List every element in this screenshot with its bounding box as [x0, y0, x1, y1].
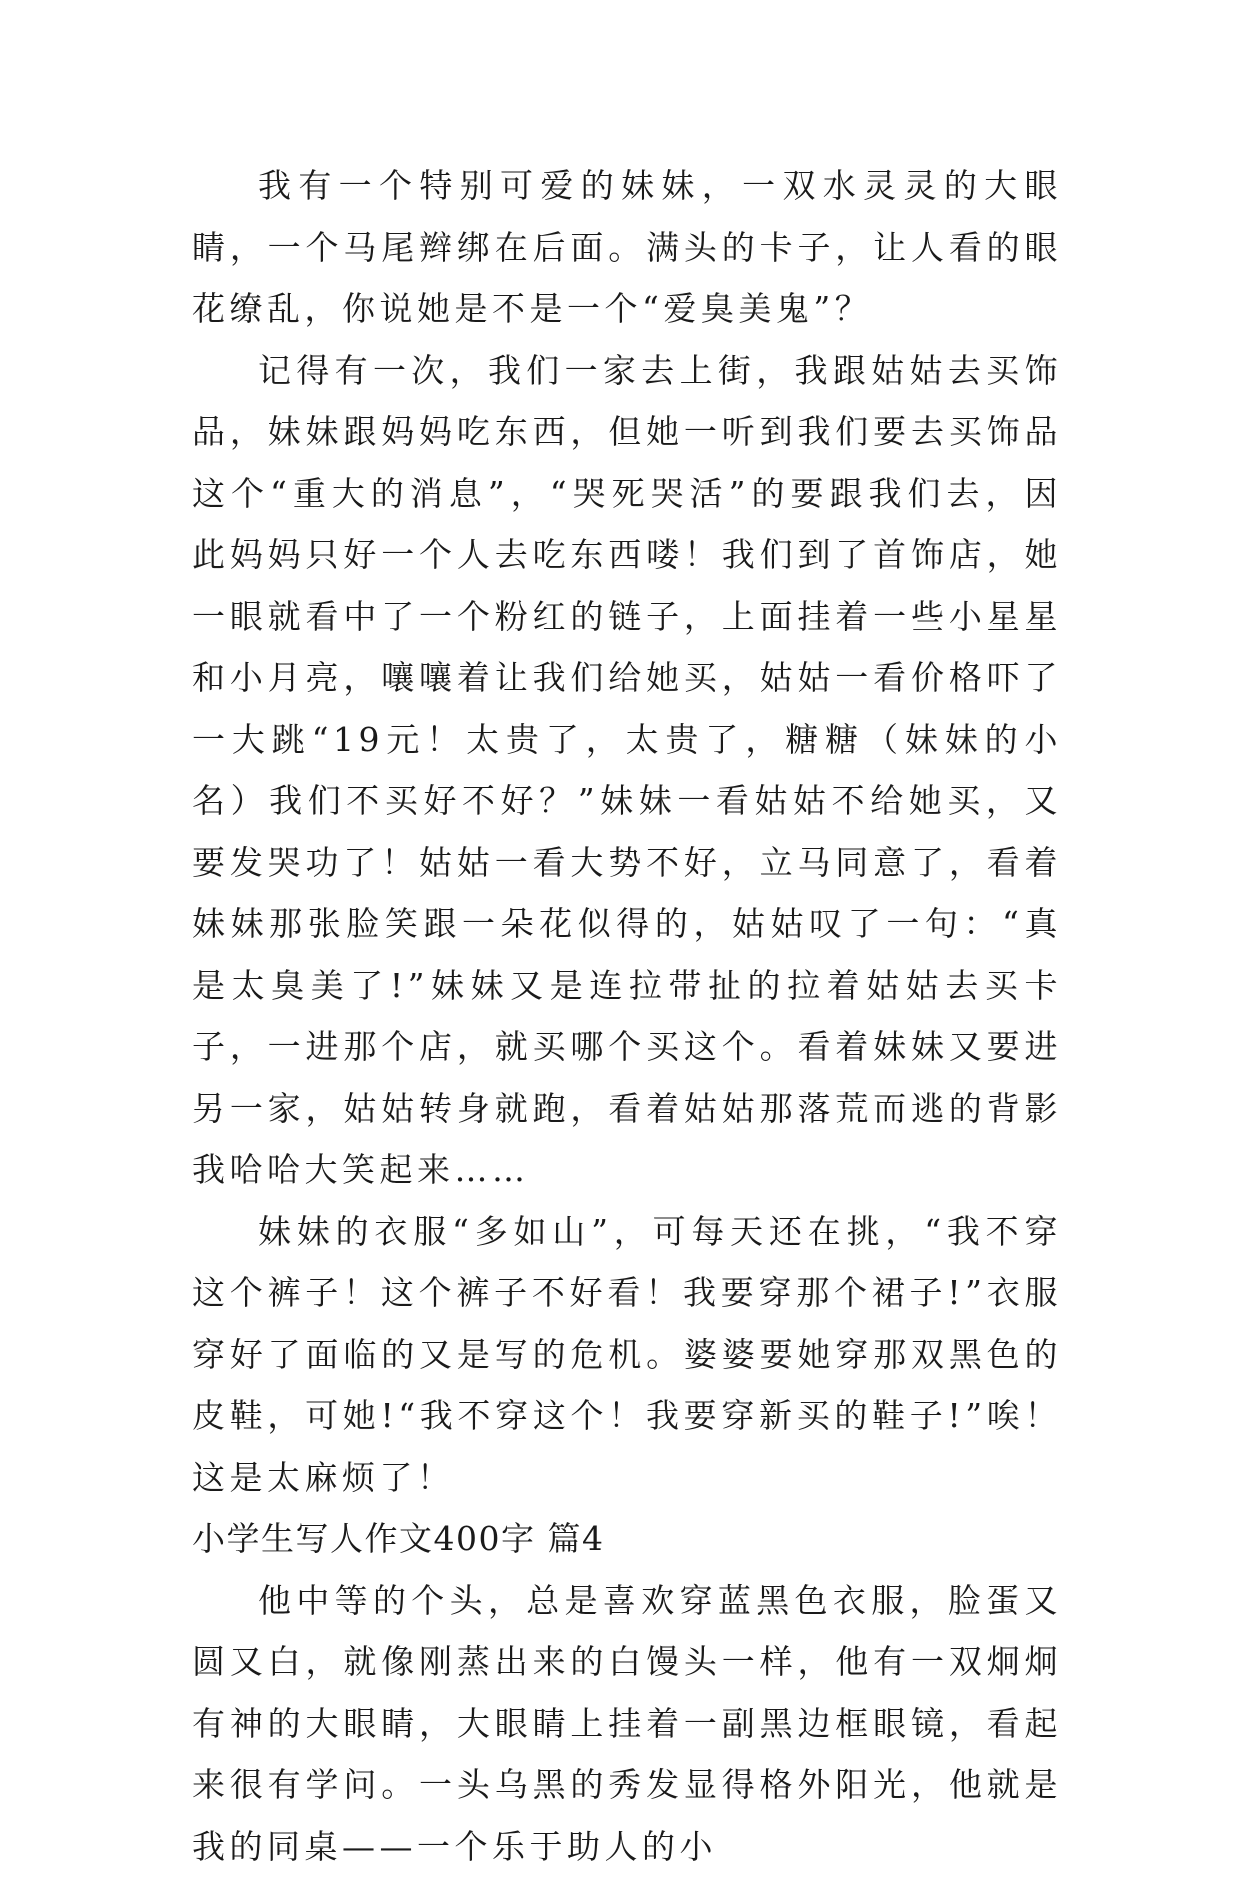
paragraph-shopping-story: 记得有一次，我们一家去上街，我跟姑姑去买饰品，妹妹跟妈妈吃东西，但她一听到我们要去买饰品这个“重大的消息”，“哭死哭活”的要跟我们去，因此妈妈只好一个人去吃东西喽！我们到了首饰店，她一眼就看中了一个粉红的链子，上面挂着一些小星星和小月亮，嚷嚷着让我们给她买，姑姑一看价格吓了一大跳“19元！太贵了，太贵了，糖糖（妹妹的小名）我们不买好不好？”妹妹一看姑姑不给她买，又要发哭功了！姑姑一看大势不好，立马同意了，看着妹妹那张脸笑跟一朵花似得的，姑姑叹了一句：“真是太臭美了!”妹妹又是连拉带扯的拉着姑姑去买卡子，一进那个店，就买哪个买这个。看着妹妹又要进另一家，姑姑转身就跑，看着姑姑那落荒而逃的背影我哈哈大笑起来…… [192, 340, 1062, 1201]
section-heading: 小学生写人作文400字 篇4 [192, 1508, 1062, 1570]
document-body [192, 155, 1062, 1877]
paragraph-clothes-story: 妹妹的衣服“多如山”，可每天还在挑，“我不穿这个裤子！这个裤子不好看！我要穿那个裙子!”衣服穿好了面临的又是写的危机。婆婆要她穿那双黑色的皮鞋，可她!“我不穿这个！我要穿新买的鞋子!”唉！这是太麻烦了！ [192, 1201, 1062, 1509]
paragraph-little-sister-intro: 我有一个特别可爱的妹妹，一双水灵灵的大眼睛，一个马尾辫绑在后面。满头的卡子，让人看的眼花缭乱，你说她是不是一个“爱臭美鬼”？ [192, 155, 1062, 340]
paragraph-deskmate-intro: 他中等的个头，总是喜欢穿蓝黑色衣服，脸蛋又圆又白，就像刚蒸出来的白馒头一样，他有一双炯炯有神的大眼睛，大眼睛上挂着一副黑边框眼镜，看起来很有学问。一头乌黑的秀发显得格外阳光，他就是我的同桌——一个乐于助人的小 [192, 1570, 1062, 1877]
